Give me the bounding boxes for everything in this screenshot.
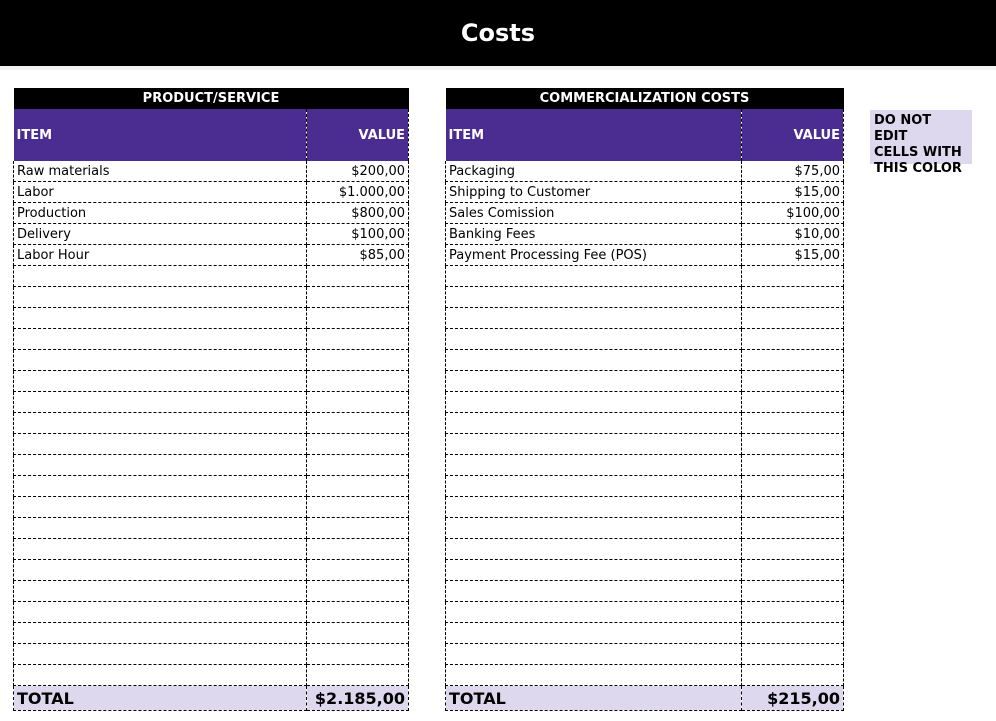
table-row	[14, 245, 409, 266]
item-cell[interactable]: Payment Processing Fee (POS)	[446, 245, 742, 266]
table-row	[14, 644, 409, 665]
item-cell[interactable]	[14, 497, 307, 518]
value-cell[interactable]: $10,00	[742, 224, 844, 245]
value-cell[interactable]	[742, 476, 844, 497]
table-row	[14, 392, 409, 413]
table-row	[446, 623, 844, 644]
value-cell[interactable]	[307, 392, 409, 413]
table-row	[446, 476, 844, 497]
value-cell[interactable]	[307, 455, 409, 476]
table-row	[14, 560, 409, 581]
item-cell[interactable]	[446, 266, 742, 287]
commercial-column-header-row	[446, 109, 844, 161]
value-cell[interactable]: $1.000,00	[307, 182, 409, 203]
value-cell[interactable]	[742, 665, 844, 686]
table-row	[446, 224, 844, 245]
item-cell[interactable]	[446, 350, 742, 371]
total-row	[14, 686, 409, 711]
item-cell[interactable]	[446, 455, 742, 476]
locked-cells-legend: DO NOT EDIT CELLS WITH THIS COLOR	[870, 110, 972, 164]
value-cell[interactable]	[742, 308, 844, 329]
value-cell[interactable]: $15,00	[742, 245, 844, 266]
item-cell[interactable]	[446, 581, 742, 602]
table-row	[14, 476, 409, 497]
item-cell[interactable]	[446, 539, 742, 560]
page-title: Costs	[460, 19, 536, 47]
value-cell[interactable]	[307, 266, 409, 287]
value-cell[interactable]: $85,00	[307, 245, 409, 266]
value-cell[interactable]	[307, 308, 409, 329]
table-row	[446, 287, 844, 308]
commercial-table-title: COMMERCIALIZATION COSTS	[446, 88, 844, 109]
item-cell[interactable]	[446, 392, 742, 413]
item-cell[interactable]	[446, 329, 742, 350]
item-cell[interactable]	[14, 539, 307, 560]
table-row	[446, 266, 844, 287]
table-row	[446, 308, 844, 329]
value-cell[interactable]	[742, 392, 844, 413]
item-cell[interactable]	[446, 560, 742, 581]
item-cell[interactable]	[14, 560, 307, 581]
value-cell[interactable]: $15,00	[742, 182, 844, 203]
table-row	[14, 371, 409, 392]
total-value: $215,00	[742, 686, 844, 711]
product-service-table	[13, 88, 409, 711]
value-cell[interactable]	[307, 602, 409, 623]
item-cell[interactable]	[14, 602, 307, 623]
table-row	[446, 329, 844, 350]
item-cell[interactable]: Raw materials	[14, 161, 307, 182]
value-cell[interactable]	[742, 266, 844, 287]
item-cell[interactable]	[14, 476, 307, 497]
product-table-title-row	[14, 88, 409, 109]
value-cell[interactable]: $100,00	[307, 224, 409, 245]
value-cell[interactable]	[307, 665, 409, 686]
value-cell[interactable]: $200,00	[307, 161, 409, 182]
value-cell[interactable]	[742, 644, 844, 665]
table-row	[446, 560, 844, 581]
commercial-table-title-row	[446, 88, 844, 109]
table-row	[446, 245, 844, 266]
value-cell[interactable]	[307, 560, 409, 581]
item-cell[interactable]	[14, 350, 307, 371]
commercial-item-column-header[interactable]: ITEM	[446, 109, 742, 161]
value-cell[interactable]	[742, 581, 844, 602]
product-table-title: PRODUCT/SERVICE	[14, 88, 409, 109]
value-cell[interactable]	[742, 413, 844, 434]
page-header	[0, 0, 996, 66]
item-cell[interactable]	[14, 308, 307, 329]
item-cell[interactable]	[14, 455, 307, 476]
value-cell[interactable]	[742, 350, 844, 371]
table-row	[446, 203, 844, 224]
table-row	[14, 455, 409, 476]
table-row	[14, 434, 409, 455]
value-cell[interactable]	[742, 497, 844, 518]
value-cell[interactable]	[307, 371, 409, 392]
value-cell[interactable]	[742, 539, 844, 560]
item-cell[interactable]: Sales Comission	[446, 203, 742, 224]
item-cell[interactable]	[446, 413, 742, 434]
value-cell[interactable]	[307, 476, 409, 497]
value-cell[interactable]	[307, 434, 409, 455]
table-row	[14, 497, 409, 518]
header-gutter	[0, 66, 996, 70]
table-row	[446, 413, 844, 434]
item-cell[interactable]	[446, 497, 742, 518]
value-cell[interactable]	[307, 539, 409, 560]
value-cell[interactable]	[307, 329, 409, 350]
table-row	[14, 413, 409, 434]
item-cell[interactable]	[14, 413, 307, 434]
value-cell[interactable]	[307, 581, 409, 602]
table-row	[14, 329, 409, 350]
table-row	[446, 455, 844, 476]
value-cell[interactable]: $100,00	[742, 203, 844, 224]
item-cell[interactable]	[446, 518, 742, 539]
item-cell[interactable]	[446, 371, 742, 392]
table-row	[14, 224, 409, 245]
table-row	[14, 203, 409, 224]
table-row	[446, 497, 844, 518]
table-row	[14, 266, 409, 287]
value-cell[interactable]	[307, 497, 409, 518]
table-row	[14, 665, 409, 686]
value-cell[interactable]	[742, 560, 844, 581]
table-row	[14, 182, 409, 203]
item-cell[interactable]	[14, 518, 307, 539]
item-cell[interactable]: Packaging	[446, 161, 742, 182]
item-cell[interactable]: Labor	[14, 182, 307, 203]
value-cell[interactable]	[742, 623, 844, 644]
total-label: TOTAL	[14, 686, 307, 711]
table-row	[446, 371, 844, 392]
item-cell[interactable]	[446, 665, 742, 686]
table-row	[14, 350, 409, 371]
total-row	[446, 686, 844, 711]
item-cell[interactable]	[14, 266, 307, 287]
table-row	[446, 434, 844, 455]
total-label: TOTAL	[446, 686, 742, 711]
value-cell[interactable]	[742, 602, 844, 623]
value-cell[interactable]	[742, 434, 844, 455]
product-value-column-header[interactable]: VALUE	[307, 109, 409, 161]
table-row	[446, 581, 844, 602]
table-row	[446, 644, 844, 665]
commercialization-costs-table	[445, 88, 844, 711]
value-cell[interactable]	[742, 455, 844, 476]
value-cell[interactable]	[307, 623, 409, 644]
item-cell[interactable]	[14, 623, 307, 644]
value-cell[interactable]	[742, 371, 844, 392]
product-column-header-row	[14, 109, 409, 161]
item-cell[interactable]: Labor Hour	[14, 245, 307, 266]
table-row	[14, 602, 409, 623]
table-row	[446, 665, 844, 686]
item-cell[interactable]	[446, 434, 742, 455]
table-row	[14, 581, 409, 602]
product-item-column-header[interactable]: ITEM	[14, 109, 307, 161]
table-row	[14, 539, 409, 560]
item-cell[interactable]	[14, 329, 307, 350]
value-cell[interactable]	[307, 413, 409, 434]
item-cell[interactable]	[14, 581, 307, 602]
item-cell[interactable]: Banking Fees	[446, 224, 742, 245]
table-row	[14, 623, 409, 644]
value-cell[interactable]	[307, 350, 409, 371]
item-cell[interactable]	[446, 623, 742, 644]
item-cell[interactable]: Shipping to Customer	[446, 182, 742, 203]
item-cell[interactable]	[446, 476, 742, 497]
item-cell[interactable]	[14, 371, 307, 392]
item-cell[interactable]	[14, 644, 307, 665]
table-row	[446, 182, 844, 203]
item-cell[interactable]	[446, 287, 742, 308]
value-cell[interactable]	[307, 518, 409, 539]
table-row	[446, 392, 844, 413]
table-row	[446, 602, 844, 623]
item-cell[interactable]	[14, 392, 307, 413]
item-cell[interactable]	[14, 434, 307, 455]
table-row	[446, 518, 844, 539]
value-cell[interactable]: $800,00	[307, 203, 409, 224]
value-cell[interactable]	[742, 287, 844, 308]
item-cell[interactable]: Delivery	[14, 224, 307, 245]
total-value: $2.185,00	[307, 686, 409, 711]
table-row	[446, 539, 844, 560]
item-cell[interactable]: Production	[14, 203, 307, 224]
table-row	[446, 161, 844, 182]
value-cell[interactable]	[742, 329, 844, 350]
table-row	[446, 350, 844, 371]
item-cell[interactable]	[446, 602, 742, 623]
item-cell[interactable]	[446, 308, 742, 329]
value-cell[interactable]	[307, 644, 409, 665]
commercial-value-column-header[interactable]: VALUE	[742, 109, 844, 161]
value-cell[interactable]	[742, 518, 844, 539]
item-cell[interactable]	[14, 665, 307, 686]
value-cell[interactable]	[307, 287, 409, 308]
table-row	[14, 518, 409, 539]
table-row	[14, 161, 409, 182]
item-cell[interactable]	[446, 644, 742, 665]
table-row	[14, 287, 409, 308]
table-row	[14, 308, 409, 329]
value-cell[interactable]: $75,00	[742, 161, 844, 182]
item-cell[interactable]	[14, 287, 307, 308]
